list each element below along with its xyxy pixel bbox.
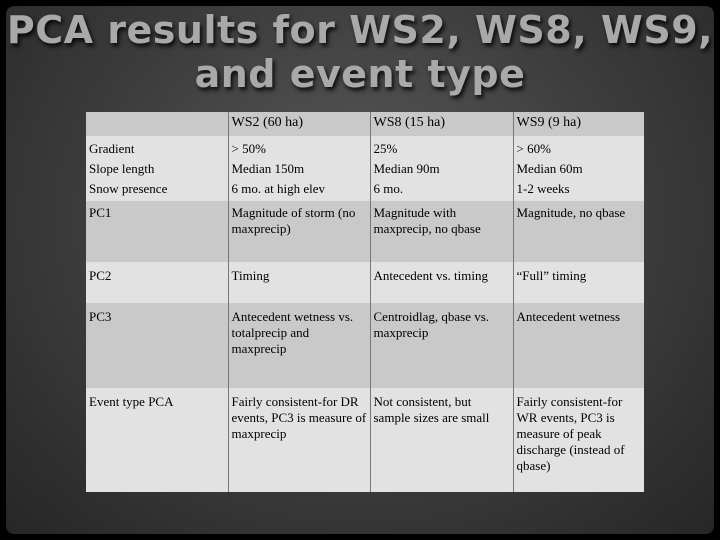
cell-ws9: Antecedent wetness bbox=[513, 303, 644, 388]
attributes-row bbox=[86, 136, 644, 201]
cell-ws2: Antecedent wetness vs. totalprecip and maxprecip bbox=[228, 303, 370, 388]
table-row-pc3 bbox=[86, 303, 644, 388]
cell-ws9: “Full” timing bbox=[513, 262, 644, 303]
results-table bbox=[86, 112, 644, 492]
header-ws2: WS2 (60 ha) bbox=[228, 112, 370, 136]
cell-ws2: Timing bbox=[228, 262, 370, 303]
attribute-labels-cell bbox=[86, 136, 228, 201]
slide-title bbox=[0, 8, 720, 96]
ws2-snow-presence: 6 mo. at high elev bbox=[231, 181, 326, 196]
label-gradient: Gradient bbox=[89, 141, 135, 156]
cell-ws2: Magnitude of storm (no maxprecip) bbox=[228, 201, 370, 262]
attributes-ws2-cell bbox=[228, 136, 370, 201]
header-ws9: WS9 (9 ha) bbox=[513, 112, 644, 136]
ws9-snow-presence: 1-2 weeks bbox=[516, 181, 570, 196]
table-row-event-type bbox=[86, 388, 644, 492]
cell-ws9: Magnitude, no qbase bbox=[513, 201, 644, 262]
row-label: PC2 bbox=[86, 262, 228, 303]
header-empty-cell bbox=[86, 112, 228, 136]
header-row bbox=[86, 112, 644, 136]
label-slope-length: Slope length bbox=[89, 161, 155, 176]
label-snow-presence: Snow presence bbox=[89, 181, 168, 196]
row-label: Event type PCA bbox=[86, 388, 228, 492]
cell-ws9: Fairly consistent-for WR events, PC3 is measure of peak discharge (instead of qbase) bbox=[513, 388, 644, 492]
cell-ws8: Centroidlag, qbase vs. maxprecip bbox=[370, 303, 513, 388]
table-row-pc2 bbox=[86, 262, 644, 303]
ws2-slope-length: Median 150m bbox=[231, 161, 305, 176]
ws8-slope-length: Median 90m bbox=[373, 161, 440, 176]
table-row-pc1 bbox=[86, 201, 644, 262]
row-label: PC1 bbox=[86, 201, 228, 262]
cell-ws8: Antecedent vs. timing bbox=[370, 262, 513, 303]
ws2-gradient: > 50% bbox=[231, 141, 266, 156]
attributes-ws8-cell bbox=[370, 136, 513, 201]
header-ws8: WS8 (15 ha) bbox=[370, 112, 513, 136]
title-line-1: PCA results for WS2, WS8, WS9, bbox=[6, 8, 714, 52]
ws8-gradient: 25% bbox=[373, 141, 398, 156]
ws9-slope-length: Median 60m bbox=[516, 161, 583, 176]
cell-ws8: Magnitude with maxprecip, no qbase bbox=[370, 201, 513, 262]
title-line-2: and event type bbox=[194, 52, 526, 96]
cell-ws2: Fairly consistent-for DR events, PC3 is measure of maxprecip bbox=[228, 388, 370, 492]
ws8-snow-presence: 6 mo. bbox=[373, 181, 404, 196]
row-label: PC3 bbox=[86, 303, 228, 388]
attributes-ws9-cell bbox=[513, 136, 644, 201]
cell-ws8: Not consistent, but sample sizes are small bbox=[370, 388, 513, 492]
ws9-gradient: > 60% bbox=[516, 141, 551, 156]
